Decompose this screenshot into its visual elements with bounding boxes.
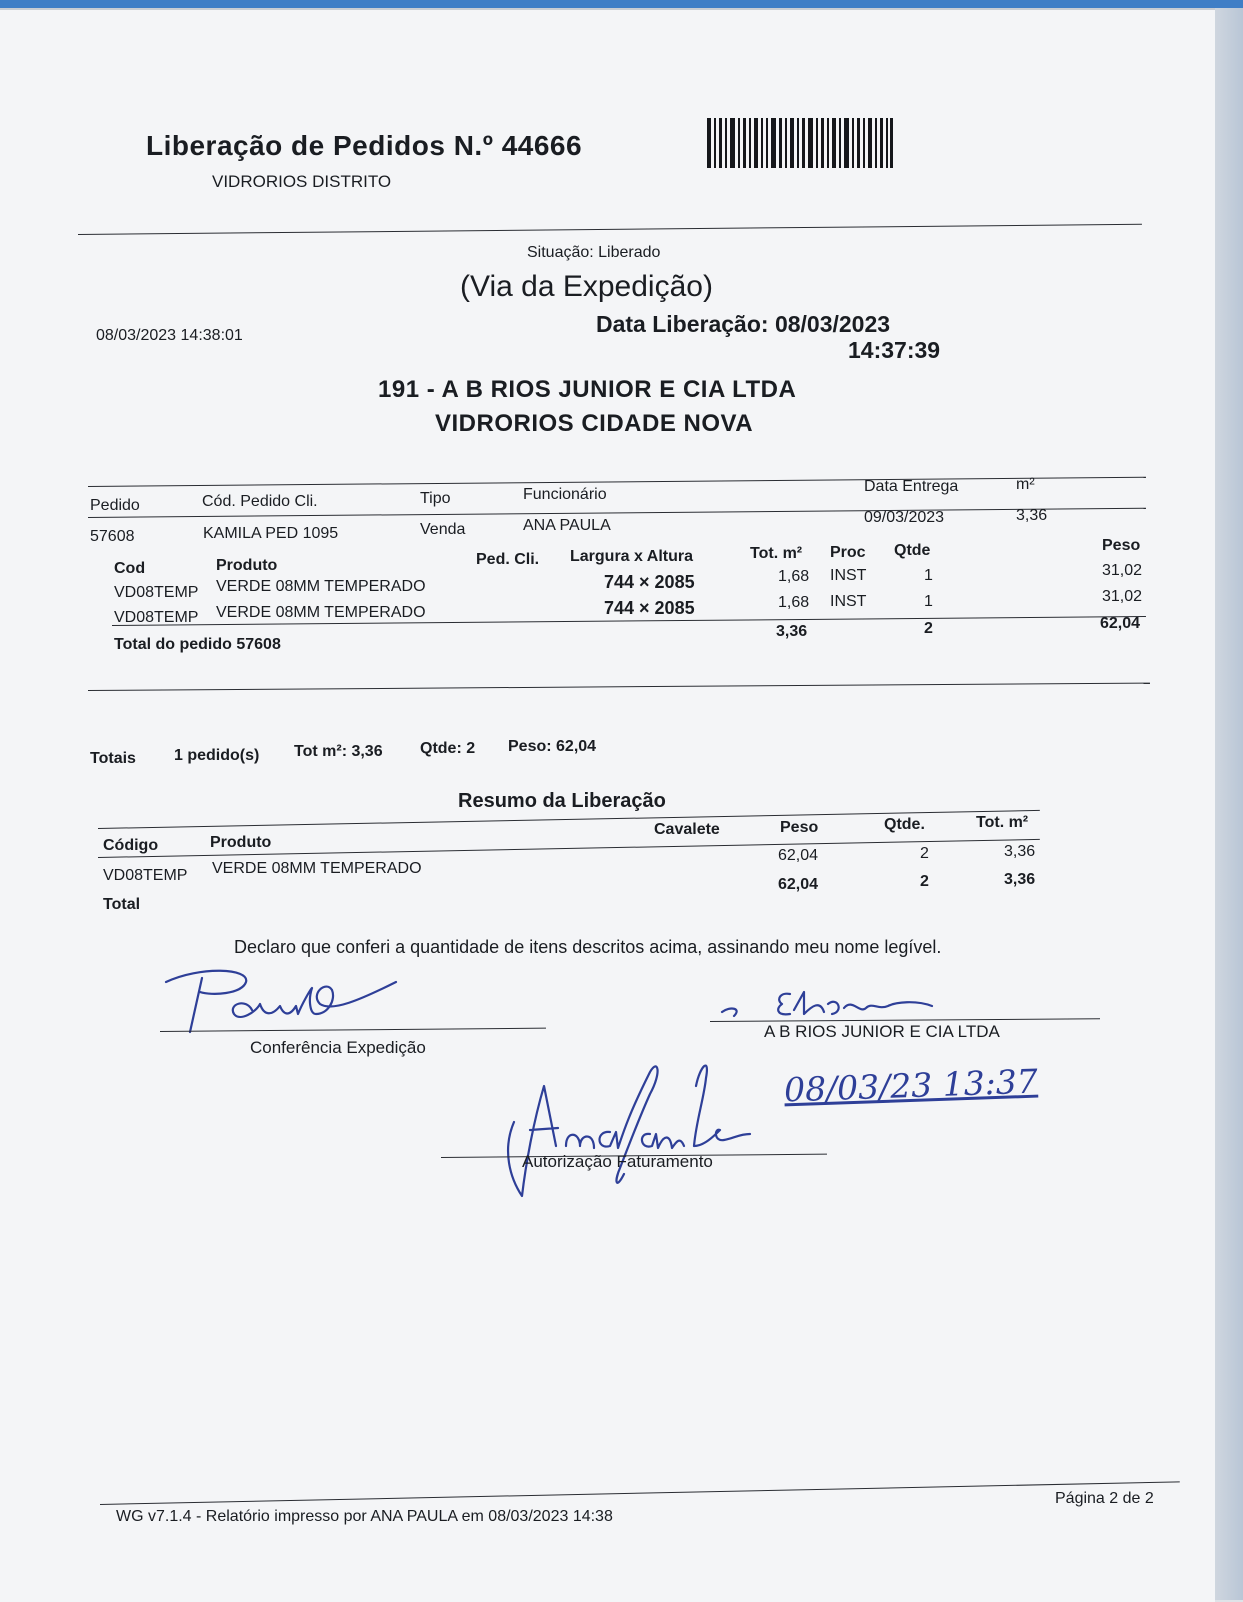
item-header-ped-cli: Ped. Cli. (476, 551, 540, 568)
resumo-row-produto: VERDE 08MM TEMPERADO (212, 860, 422, 877)
item-row-1-dim: 744 × 2085 (604, 572, 695, 592)
totais-qtde: Qtde: 2 (420, 740, 476, 757)
copy-type: (Via da Expedição) (460, 270, 713, 303)
item-header-proc: Proc (830, 544, 866, 561)
resumo-row-peso: 62,04 (778, 847, 819, 864)
totais-label: Totais (90, 750, 136, 767)
item-row-1-proc: INST (830, 567, 867, 584)
item-row-1-qtde: 1 (924, 567, 933, 584)
resumo-header-codigo: Código (103, 837, 159, 854)
pedido-cod-cli: KAMILA PED 1095 (203, 525, 339, 542)
release-time: 14:37:39 (848, 337, 941, 363)
page-edge-shadow (1215, 8, 1243, 1600)
item-row-2-cod: VD08TEMP (114, 609, 199, 626)
pedido-data-entrega: 09/03/2023 (864, 509, 945, 526)
item-header-cod: Cod (114, 560, 146, 577)
item-row-1-peso: 31,02 (1102, 562, 1143, 579)
resumo-row-qtde: 2 (920, 845, 929, 862)
header-cod-pedido-cli: Cód. Pedido Cli. (202, 493, 318, 510)
item-header-peso: Peso (1102, 537, 1141, 554)
total-pedido-label: Total do pedido 57608 (114, 636, 281, 653)
item-row-2-tot-m2: 1,68 (778, 594, 810, 611)
signature-autorizacao (500, 1050, 780, 1200)
pedido-number: 57608 (90, 528, 135, 545)
item-header-qtde: Qtde (894, 542, 931, 559)
item-header-tot-m2: Tot. m² (750, 545, 803, 562)
item-row-2-qtde: 1 (924, 593, 933, 610)
resumo-total-qtde: 2 (920, 873, 929, 890)
item-row-1-tot-m2: 1,68 (778, 568, 810, 585)
resumo-row-tot-m2: 3,36 (1004, 843, 1036, 860)
header-m2: m² (1016, 476, 1035, 493)
signature-label-autorizacao: Autorização Faturamento (522, 1152, 713, 1171)
print-timestamp: 08/03/2023 14:38:01 (96, 327, 243, 344)
item-header-largura-altura: Largura x Altura (570, 548, 693, 565)
resumo-header-peso: Peso (780, 819, 819, 836)
release-date: Data Liberação: 08/03/2023 (596, 311, 891, 337)
totais-peso: Peso: 62,04 (508, 738, 597, 755)
resumo-row-codigo: VD08TEMP (103, 867, 188, 884)
resumo-header-qtde: Qtde. (884, 816, 925, 833)
totais-m2: Tot m²: 3,36 (294, 743, 383, 760)
resumo-total-label: Total (103, 896, 141, 913)
pedido-m2: 3,36 (1016, 507, 1048, 524)
totais-pedidos: 1 pedido(s) (174, 747, 260, 764)
document-title: Liberação de Pedidos N.º 44666 (146, 130, 583, 161)
header-funcionario: Funcionário (523, 486, 607, 503)
resumo-header-tot-m2: Tot. m² (976, 814, 1029, 831)
item-row-1-produto: VERDE 08MM TEMPERADO (216, 578, 426, 595)
item-row-2-dim: 744 × 2085 (604, 598, 695, 618)
resumo-total-tot-m2: 3,36 (1004, 871, 1036, 888)
header-data-entrega: Data Entrega (864, 478, 959, 495)
resumo-title: Resumo da Liberação (458, 790, 666, 812)
client-name: 191 - A B RIOS JUNIOR E CIA LTDA (378, 376, 797, 403)
signature-label-conferencia: Conferência Expedição (250, 1038, 426, 1057)
barcode-icon (707, 118, 893, 168)
handwritten-date: 08/03/23 13:37 (783, 1061, 1039, 1110)
signature-conferencia (160, 960, 420, 1040)
resumo-header-produto: Produto (210, 834, 272, 851)
signature-label-cliente: A B RIOS JUNIOR E CIA LTDA (764, 1022, 1000, 1041)
total-pedido-peso: 62,04 (1100, 615, 1141, 632)
status-text: Situação: Liberado (527, 244, 661, 261)
item-row-1-cod: VD08TEMP (114, 584, 199, 601)
item-row-2-peso: 31,02 (1102, 588, 1143, 605)
top-edge (0, 0, 1243, 8)
pedido-funcionario: ANA PAULA (523, 517, 611, 534)
declaration-text: Declaro que conferi a quantidade de itens descritos acima, assinando meu nome legível. (234, 937, 942, 957)
total-pedido-qtde: 2 (924, 620, 933, 637)
footer-printed-by: WG v7.1.4 - Relatório impresso por ANA PAULA em 08/03/2023 14:38 (116, 1508, 613, 1525)
header-pedido: Pedido (90, 497, 140, 514)
resumo-total-peso: 62,04 (778, 876, 819, 893)
item-row-2-proc: INST (830, 593, 867, 610)
resumo-header-cavalete: Cavalete (654, 821, 720, 838)
store-name: VIDRORIOS CIDADE NOVA (435, 410, 754, 437)
page-number: Página 2 de 2 (1055, 1490, 1154, 1507)
item-row-2-produto: VERDE 08MM TEMPERADO (216, 604, 426, 621)
header-tipo: Tipo (420, 490, 451, 507)
pedido-tipo: Venda (420, 521, 466, 538)
item-header-produto: Produto (216, 557, 278, 574)
branch-name: VIDRORIOS DISTRITO (212, 172, 392, 191)
total-pedido-m2: 3,36 (776, 623, 808, 640)
